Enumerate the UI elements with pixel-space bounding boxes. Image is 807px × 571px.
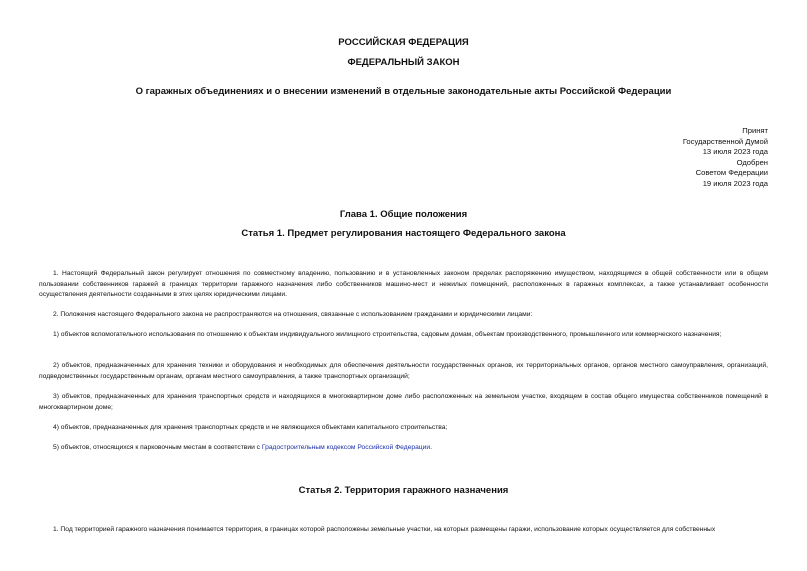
- adoption-line: Государственной Думой: [682, 136, 768, 146]
- approval-line: Одобрен: [736, 157, 768, 167]
- adoption-date: 13 июля 2023 года: [702, 147, 768, 157]
- article-heading: Статья 1. Предмет регулирования настоящего Федерального закона: [241, 228, 566, 239]
- approval-line: Советом Федерации: [695, 168, 768, 178]
- article-heading: Статья 2. Территория гаражного назначения: [298, 485, 509, 496]
- adoption-block: [683, 126, 768, 190]
- urban-planning-code-link[interactable]: Градостроительным кодексом Российской Федерации: [261, 444, 431, 451]
- paragraph: 1. Настоящий Федеральный закон регулирует отношения по совместному владению, пользованию и в установленных законом пределах распоряжению имуществом, находящимся в общей собственности или в общем пользовании собственников гаражей в границах территории гаражного назначения либо собственников машино-мест и нежилых помещений, расположенных в гаражных комплексах, а также устанавливает особенности осуществления деятельности созданными в этих целях юридическими лицами.: [39, 270, 768, 299]
- paragraph-end: .: [430, 444, 432, 451]
- paragraph: [39, 443, 768, 454]
- law-title: О гаражных объединениях и о внесении изменений в отдельные законодательные акты Российской Федерации: [135, 86, 672, 97]
- paragraph: 2. Положения настоящего Федерального закона не распространяются на отношения, связанные с использованием гражданами и юридическими лицами:: [53, 311, 533, 318]
- chapter-heading: Глава 1. Общие положения: [339, 209, 468, 220]
- approval-date: 19 июля 2023 года: [702, 178, 768, 188]
- paragraph: 1. Под территорией гаражного назначения понимается территория, в границах которой расположены земельные участки, на которых размещены гаражи, использование которых осуществляется для собственных: [53, 526, 716, 533]
- paragraph-text: 5) объектов, относящихся к парковочным местам в соответствии с: [53, 444, 262, 451]
- document-type-heading: ФЕДЕРАЛЬНЫЙ ЗАКОН: [347, 57, 460, 68]
- paragraph: 3) объектов, предназначенных для хранения транспортных средств и находящихся в многоквартирном доме либо расположенных на земельном участке, входящем в состав общего имущества собственников помещений в многоквартирном доме;: [39, 393, 768, 411]
- adoption-line: Принят: [742, 126, 768, 135]
- country-heading: РОССИЙСКАЯ ФЕДЕРАЦИЯ: [338, 37, 469, 48]
- paragraph: 2) объектов, предназначенных для хранения техники и оборудования и необходимых для обеспечения деятельности государственных органов, их территориальных органов, органов местного самоуправления, организаций, подведомственных государственным органам, органам местного самоуправления, а также транспортных организаций;: [39, 362, 768, 380]
- paragraph: 4) объектов, предназначенных для хранения транспортных средств и не являющихся объектами капитального строительства;: [53, 424, 448, 431]
- paragraph: 1) объектов вспомогательного использования по отношению к объектам индивидуального жилищного строительства, садовым домам, объектам производственного, промышленного или коммерческого назначения;: [53, 331, 722, 338]
